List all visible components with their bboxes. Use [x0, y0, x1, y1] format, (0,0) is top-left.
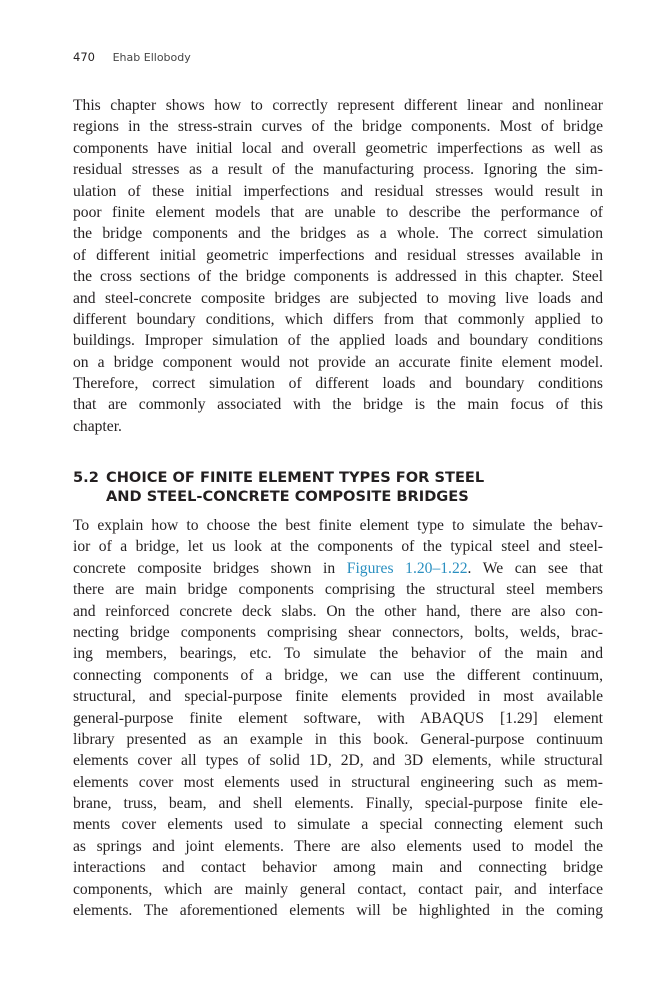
text-line: residual stresses as a result of the manufacturing process. Ignoring the sim-	[73, 161, 603, 179]
text-line: ulation of these initial imperfections and residual stresses would result in	[73, 182, 603, 200]
section-title-line1: CHOICE OF FINITE ELEMENT TYPES FOR STEEL	[106, 469, 485, 486]
author-name: Ehab Ellobody	[112, 51, 191, 64]
text-segment: concrete composite bridges shown in	[73, 559, 347, 577]
text-line: regions in the stress-strain curves of the bridge components. Most of bridge	[73, 118, 603, 136]
section-heading	[73, 468, 484, 506]
text-line: there are main bridge components comprising the structural steel members	[73, 581, 603, 599]
text-line: ments cover elements used to simulate a special connecting element such	[73, 816, 603, 834]
text-line: and steel-concrete composite bridges are subjected to moving live loads and	[73, 289, 603, 307]
text-line: poor finite element models that are unable to describe the performance of	[73, 203, 603, 221]
text-line: elements cover all types of solid 1D, 2D, and 3D elements, while structural	[73, 752, 603, 770]
figures-link[interactable]: Figures 1.20–1.22	[346, 559, 468, 577]
text-line: chapter.	[73, 417, 122, 435]
text-line: ior of a bridge, let us look at the components of the typical steel and steel-	[73, 538, 603, 556]
section-number: 5.2	[73, 469, 99, 486]
intro-paragraph	[73, 95, 603, 437]
text-line: To explain how to choose the best finite element type to simulate the behav-	[73, 517, 603, 534]
text-line: components, which are mainly general contact, contact pair, and interface	[73, 880, 603, 898]
text-line: elements cover most elements used in structural engineering such as mem-	[73, 773, 603, 791]
section-paragraph	[73, 515, 603, 921]
text-line: as springs and joint elements. There are also elements used to model the	[73, 837, 603, 855]
text-line: that are commonly associated with the bridge is the main focus of this	[73, 396, 603, 414]
text-line: library presented as an example in this book. General-purpose continuum	[73, 730, 603, 748]
text-line: general-purpose finite element software, with ABAQUS [1.29] element	[73, 709, 603, 727]
text-line: the cross sections of the bridge components is addressed in this chapter. Steel	[73, 268, 603, 286]
text-line: and reinforced concrete deck slabs. On the other hand, there are also con-	[73, 602, 603, 620]
page-number: 470	[73, 50, 95, 64]
text-line: different boundary conditions, which differs from that commonly applied to	[73, 310, 603, 328]
section-title-line2: AND STEEL-CONCRETE COMPOSITE BRIDGES	[106, 488, 469, 505]
text-line: elements. The aforementioned elements will be highlighted in the coming	[73, 902, 603, 920]
text-line: This chapter shows how to correctly represent different linear and nonlinear	[73, 97, 603, 114]
text-line: Therefore, correct simulation of different loads and boundary conditions	[73, 375, 603, 393]
text-line: interactions and contact behavior among main and connecting bridge	[73, 859, 603, 877]
running-header	[73, 50, 191, 64]
text-line: structural, and special-purpose finite elements provided in most available	[73, 688, 603, 706]
text-line: brane, truss, beam, and shell elements. Finally, special-purpose finite ele-	[73, 795, 603, 813]
text-segment: . We can see that	[467, 559, 603, 577]
text-line: on a bridge component would not provide an accurate finite element model.	[73, 353, 603, 371]
text-line: necting bridge components comprising shear connectors, bolts, welds, brac-	[73, 623, 603, 641]
text-line: connecting components of a bridge, we can use the different continuum,	[73, 666, 603, 684]
text-line: ing members, bearings, etc. To simulate the behavior of the main and	[73, 645, 603, 663]
text-line: the bridge components and the bridges as a whole. The correct simulation	[73, 225, 603, 243]
text-line	[73, 558, 603, 579]
text-line: components have initial local and overall geometric imperfections as well as	[73, 139, 603, 157]
text-line: of different initial geometric imperfections and residual stresses available in	[73, 246, 603, 264]
text-line: buildings. Improper simulation of the applied loads and boundary conditions	[73, 332, 603, 350]
